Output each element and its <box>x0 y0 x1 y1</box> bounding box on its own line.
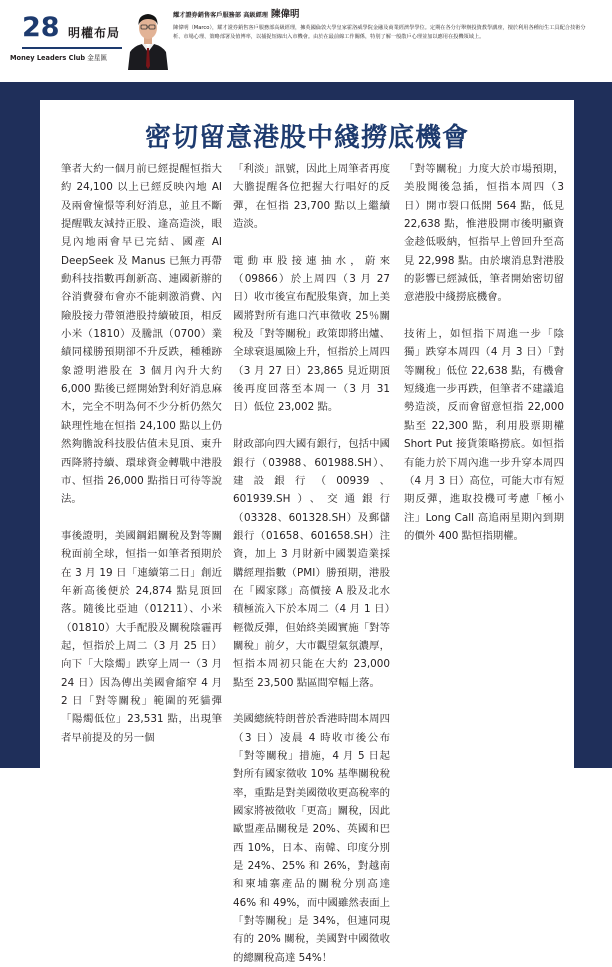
page-number: 28 <box>22 12 60 43</box>
club-name <box>10 52 107 62</box>
author-info <box>173 9 593 43</box>
header-divider <box>22 47 122 49</box>
author-photo <box>126 8 170 70</box>
author-name: 陳偉明 <box>270 9 300 20</box>
article-paragraph: 美國總統特朗普於香港時間本周四（3 日）凌晨 4 時收市後公布「對等關稅」措施，4 月 5 日起對所有國家徵收 10% 基準關稅稅率，重點是對美國徵收更高稅率的國家將被徵收「更高」關稅，因此歐盟產品關稅是 20%、英國和巴西 10%，日本、南韓、印度分別是 24%、25% 和 26%，對越南和柬埔寨產品的關稅分別高達 46% 和 49%，而中國雖然表面上「對等關稅」是 34%，但連同現有的 20% 關稅，美國對中國徵收的總關稅高達 54%！ <box>233 713 390 964</box>
article-column-1 <box>61 160 222 747</box>
article-paragraph: 財政部向四大國有銀行，包括中國銀行（03988、601988.SH）、建設銀行（00939、601939.SH）、交通銀行（03328、601328.SH）及郵儲銀行（01658、601658.SH）注資，加上 3 月財新中國製造業採購經理指數（PMI）勝預期，港股在「國家隊」高價接 A 股及北水積極流入下於本周二（4 月 1 日）輕微反彈，但始終美國實施「對等關稅」前夕，大市觀望氣氛濃厚，恒指本周初只能在大約 23,000 點至 23,500 點區間窄幅上落。 <box>233 438 390 689</box>
author-role: 耀才證券銷售客戶服務部 高級經理 <box>173 12 268 19</box>
article-paragraph: 「利淡」訊號，因此上周筆者再度大膽提醒各位把握大行唱好的反彈，在恒指 23,700 點以上繼續造淡。 <box>233 163 390 231</box>
club-name-en: Money Leaders Club <box>10 54 86 62</box>
article-paragraph: 技術上，如恒指下周進一步「陰獨」跌穿本周四（4 月 3 日）「對等關稅」低位 22,638 點，有機會短綫進一步再跌，但筆者不建議追勢造淡，反而會留意恒指 22,000 點至 22,300 點，利用股票期權 Short Put 接貨策略撈底。如恒指有能力於下周內進一步升穿本周四（4 月 3 日）高位，可能大市有短期反彈，進取投機可考慮「極小注」Long Call 高追兩星期內到期的價外 400 點恒指期權。 <box>404 328 564 542</box>
article-column-3 <box>404 160 564 545</box>
page-header <box>0 0 612 78</box>
article-paragraph: 「對等關稅」力度大於市場預期，美股聞後急插，恒指本周四（3 日）開市裂口低開 564 點，低見 22,638 點，惟港股開市後明顯資金趁低吸納，恒指早上曾回升至高見 22,998 點。由於壞消息對港股的影響已經減低，筆者開始密切留意港股中綫撈底機會。 <box>404 163 564 304</box>
section-title: 明權布局 <box>68 26 121 40</box>
article-paragraph: 電動車股接連抽水，蔚來（09866）於上周四（3 月 27 日）收市後宣布配股集資，加上美國將對所有進口汽車徵收 25％關稅及「對等關稅」政策即將出爐、全球衰退風險上升，恒指於上周四（3 月 27 日）23,865 見近期頂後再度回落至本周一（3 月 31 日）低位 23,002 點。 <box>233 254 390 414</box>
article-paragraph: 筆者大約一個月前已經提醒恒指大約 24,100 以上已經反映內地 AI 及兩會憧憬等利好消息，並且不斷提醒戰友減持正股、逢高造淡，眼見內地兩會早已完結、國產 AI DeepSeek 及 Manus 已無力再帶動科技指數再創新高、連國新辦的谷消費發布會亦不能刺激消費、內險股接力帶領港股持續破頂，相反小米（1810）及騰訊（0700）業績同樣勝預期卻不升反跌，種種跡象證明港股在 3 個月內升大約 6,000 點後已經開始對利好消息麻木，完全不明為何不少分析仍然欠缺理性地在恒指 24,100 點以上仍然夠膽說科技股估值未見頂、東升西降將持續、環球資金轉戰中港股市、恒指 26,000 點指日可待等說法。 <box>61 163 222 506</box>
club-name-zh: 金星匯 <box>87 54 108 62</box>
article-title: 密切留意港股中綫撈底機會 <box>144 123 469 153</box>
article-paragraph: 事後證明，美國鋼鋁關稅及對等關稅面前全球，恒指一如筆者預期於在 3 月 19 日「連續第二日」創近年新高後便於 24,874 點見頂回落。隨後比亞迪（01211）、小米（01810）大手配股及關稅陰霾再起，恒指於上周二（3 月 25 日）向下「大陰燭」跌穿上周一（3 月 24 日）因為傳出美國會縮窄 4 月 2 日「對等關稅」範圍的死貓彈「陽燭低位」23,531 點，出現筆者早前提及的另一個 <box>61 529 222 744</box>
author-title-line <box>173 9 593 22</box>
author-bio: 陳偉明（Marco），耀才證券銷售客戶服務部高級經理，擁英國倫敦大學皇家霍洛威學院金融及商業經濟學學位。定期在各分行舉辦投資教學講座，擅於利用各種衍生工具配合技術分析、市場心理、策略部署及值博率，以捕捉短線出入市機會。由於在最前線工作關係，特別了解一般散戶心理並加以應用在投機領域上。 <box>173 25 586 41</box>
article-column-2 <box>233 160 390 967</box>
